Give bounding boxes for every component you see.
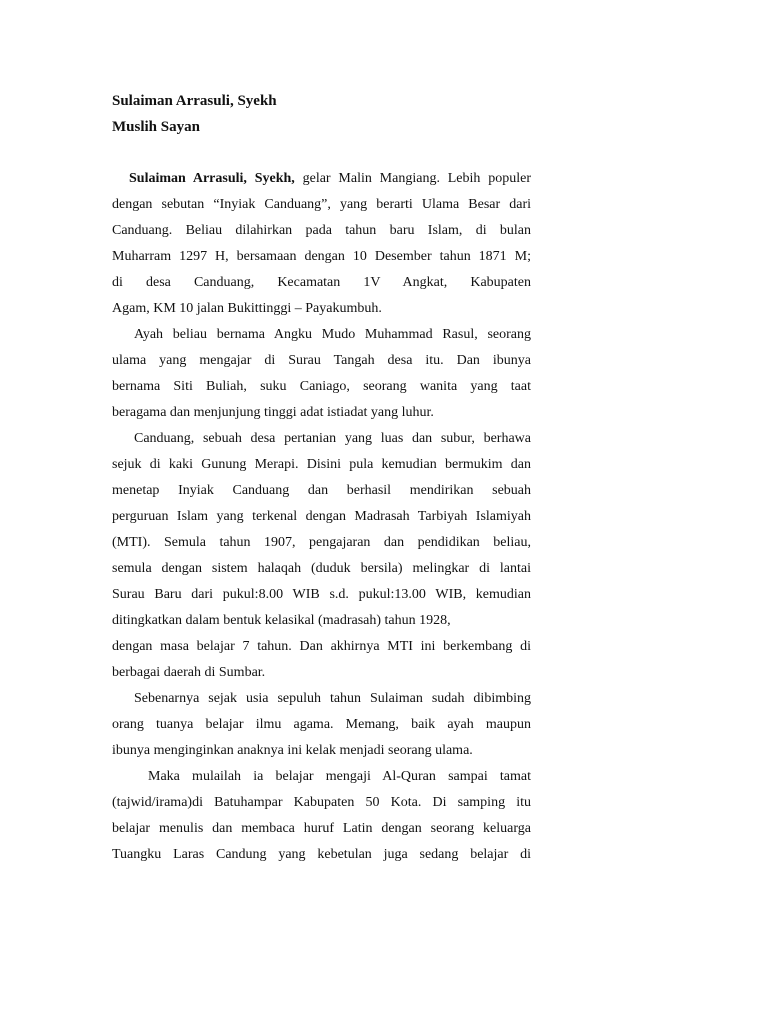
paragraph-line: Canduang. Beliau dilahirkan pada tahun baru Islam, di bulan: [112, 223, 531, 238]
paragraph-line: beragama dan menjunjung tinggi adat istiadat yang luhur.: [112, 405, 434, 420]
paragraph-line: ulama yang mengajar di Surau Tangah desa itu. Dan ibunya: [112, 353, 531, 368]
paragraph-line: semula dengan sistem halaqah (duduk bersila) melingkar di lantai: [112, 561, 531, 576]
paragraph-line: Surau Baru dari pukul:8.00 WIB s.d. pukul:13.00 WIB, kemudian: [112, 587, 531, 602]
paragraph-1: [112, 166, 531, 322]
paragraph-3: [112, 426, 531, 686]
paragraph-2: [112, 322, 531, 426]
paragraph-line: bernama Siti Buliah, suku Caniago, seorang wanita yang taat: [112, 379, 531, 394]
paragraph-line: ditingkatkan dalam bentuk kelasikal (madrasah) tahun 1928,: [112, 613, 451, 628]
paragraph-line: perguruan Islam yang terkenal dengan Madrasah Tarbiyah Islamiyah: [112, 509, 531, 524]
paragraph-line: Canduang, sebuah desa pertanian yang luas dan subur, berhawa: [134, 431, 531, 446]
paragraph-line: dengan sebutan “Inyiak Canduang”, yang berarti Ulama Besar dari: [112, 197, 531, 212]
paragraph-line: [112, 166, 531, 192]
paragraph-line: Sebenarnya sejak usia sepuluh tahun Sulaiman sudah dibimbing: [134, 691, 531, 706]
paragraph-line: Ayah beliau bernama Angku Mudo Muhammad Rasul, seorang: [134, 327, 531, 342]
paragraph-line: Maka mulailah ia belajar mengaji Al-Quran sampai tamat: [148, 769, 531, 784]
paragraph-line: Tuangku Laras Candung yang kebetulan juga sedang belajar di: [112, 847, 531, 862]
paragraph-line-text: gelar Malin Mangiang. Lebih populer: [294, 171, 532, 186]
paragraph-line: sejuk di kaki Gunung Merapi. Disini pula kemudian bermukim dan: [112, 457, 531, 472]
document-page: [112, 88, 531, 868]
paragraph-line: (MTI). Semula tahun 1907, pengajaran dan pendidikan beliau,: [112, 535, 531, 550]
paragraph-line: orang tuanya belajar ilmu agama. Memang, baik ayah maupun: [112, 717, 531, 732]
paragraph-5: [112, 764, 531, 868]
paragraph-lead: Sulaiman Arrasuli, Syekh,: [129, 171, 295, 186]
paragraph-line: berbagai daerah di Sumbar.: [112, 665, 266, 680]
paragraph-line: Agam, KM 10 jalan Bukittinggi – Payakumbuh.: [112, 301, 382, 316]
paragraph-line: menetap Inyiak Canduang dan berhasil mendirikan sebuah: [112, 483, 531, 498]
document-title: Sulaiman Arrasuli, Syekh: [112, 93, 277, 109]
paragraph-4: [112, 686, 531, 764]
paragraph-line: (tajwid/irama)di Batuhampar Kabupaten 50 Kota. Di samping itu: [112, 795, 531, 810]
paragraph-line: belajar menulis dan membaca huruf Latin dengan seorang keluarga: [112, 821, 531, 836]
paragraph-line: Muharram 1297 H, bersamaan dengan 10 Desember tahun 1871 M;: [112, 249, 531, 264]
paragraph-line: ibunya menginginkan anaknya ini kelak menjadi seorang ulama.: [112, 743, 473, 758]
document-author: Muslih Sayan: [112, 119, 200, 135]
paragraph-line: dengan masa belajar 7 tahun. Dan akhirnya MTI ini berkembang di: [112, 639, 531, 654]
paragraph-line: di desa Canduang, Kecamatan 1V Angkat, Kabupaten: [112, 275, 531, 290]
